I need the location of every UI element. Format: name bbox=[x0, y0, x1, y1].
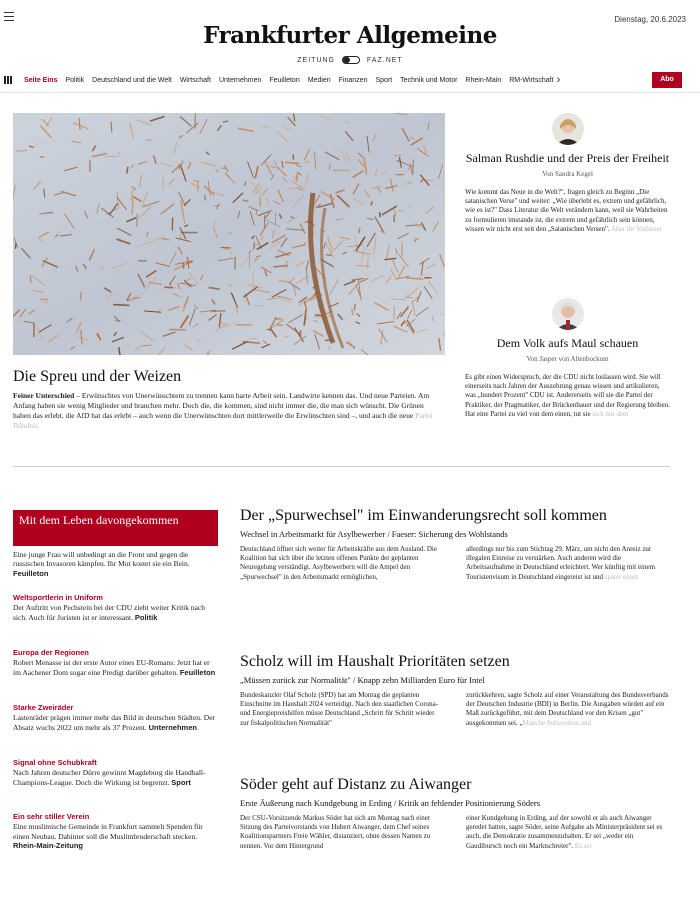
nav-item-finanzen[interactable]: Finanzen bbox=[338, 76, 368, 84]
featured-box-text: Eine junge Frau will unbedingt an die Front und gegen die russischen Invasoren kämpfen. Ihr Mut kostet sie ein Bein. bbox=[13, 550, 190, 569]
straw-fiber bbox=[344, 155, 345, 160]
nav-item-medien[interactable]: Medien bbox=[307, 76, 331, 84]
straw-fiber bbox=[81, 292, 82, 300]
side-article-author: Von Jasper von Altenbockum bbox=[526, 355, 609, 363]
section-divider bbox=[13, 466, 670, 467]
straw-fiber bbox=[132, 199, 133, 214]
author-avatar-kegel-graphic bbox=[552, 113, 584, 145]
side-article-text-main: Es gibt einen Widerspruch, der die CDU nicht loslassen wird. Sie will einerseits nach Jahren der Auszehrung genau wissen und artikulieren, was „hundert Prozent" CDU ist. Andererseits will sie die Partei der Praktiker, der Pragmatiker, der Brückenbauer und der Regierung bleiben. Hat eine Partei zu viel von dem einen, tut sie bbox=[465, 373, 670, 418]
list-item-ressort: Politik bbox=[134, 612, 158, 622]
hero-teaser-text: – Erwünschtes von Unerwünschtem zu trennen kann harte Arbeit sein. Landwirte kennen das. Und neue Parteien. Am Anfang haben sie wenig Mitglieder und brauchen mehr. Doch die, die kommen, sind nicht immer die, die man sich wünscht. Die Grünen haben das erlebt, die AfD hat das erlebt – auch wenn die Unerwünschten dort mittlerweile die Erwünschten sind –, und auch die neue bbox=[13, 391, 430, 420]
list-item-kicker: Europa der Regionen bbox=[13, 648, 89, 657]
side-article-text-main: Wie kommt das Neue in die Welt?", fragen gleich zu Beginn „Die satanischen Verse" und weiter: „Wie überlebt es, extrem und gefährlich, wie es ist?" Dass Literatur die Welt verändern kann, weil sie Wahrheiten zu formulieren imstande ist, die extrem und gefährlich sein können, wissen wir nicht erst seit den „Satanischen Versen". bbox=[465, 188, 668, 233]
straw-fiber bbox=[263, 126, 269, 127]
nav-item-deutschland-welt[interactable]: Deutschland und die Welt bbox=[92, 76, 172, 84]
logo-sub-zeitung[interactable]: ZEITUNG bbox=[297, 56, 336, 64]
author-avatar-altenbockum-graphic bbox=[552, 298, 584, 330]
main-article-col-2-text: zurückkehren, sagte Scholz auf einer Veranstaltung des Bundesverbands der Deutschen Industrie (BDI) in Berlin. Die Ausgaben würden auf ein Maß zurückgeführt, mit dem Deutschland vor den Krisen „gut" ausgekommen sei. „ bbox=[466, 691, 669, 727]
straw-fiber bbox=[100, 268, 106, 269]
ressort-grid-icon[interactable] bbox=[4, 76, 14, 84]
edition-toggle-icon[interactable] bbox=[342, 56, 360, 64]
main-article-col-2 bbox=[466, 691, 670, 728]
featured-box-ressort: Feuilleton bbox=[13, 568, 49, 578]
featured-box-title[interactable]: Mit dem Leben davongekommen bbox=[13, 510, 218, 546]
side-article-cdu[interactable] bbox=[465, 298, 670, 419]
side-article-title[interactable]: Dem Volk aufs Maul schauen bbox=[496, 336, 639, 350]
list-item-text: Robert Menasse ist der erste Autor eines EU-Romans: Jetzt hat er im Aachener Dom sogar eine Predigt darüber gehalten. bbox=[13, 658, 210, 677]
date: Dienstag, 20.6.2023 bbox=[614, 15, 686, 24]
main-article-col-2-text: einer Kundgebung in Erding, auf der sowohl er als auch Aiwanger geredet hatten, sagte Söder, seine Aufgabe als Ministerpräsident sei es auch, die Demokratie zusammenzuhalten. Er sei „weder ein Gaudibursch noch ein Marktschreier". bbox=[466, 814, 663, 850]
list-item-text: Der Auftritt von Pechstein bei der CDU zieht weiter Kritik nach sich. Auch für Juristen ist er interessant. bbox=[13, 603, 206, 622]
straw-fiber bbox=[15, 243, 16, 249]
list-item-text: Nach Jahren deutscher Dürre gewinnt Magdeburg die Handball-Champions-League. Doch die Wirkung ist begrenzt. bbox=[13, 768, 206, 787]
side-article-rushdie[interactable] bbox=[465, 113, 670, 234]
site-logo[interactable]: Frankfurter Allgemeine bbox=[203, 22, 497, 49]
main-article-col-2 bbox=[466, 545, 670, 582]
nav-scroll-right-icon[interactable]: › bbox=[556, 74, 561, 86]
list-item[interactable] bbox=[13, 812, 218, 851]
straw-fiber bbox=[111, 122, 112, 133]
hero-teaser bbox=[13, 391, 433, 431]
main-article-col-2-fade: später einen bbox=[604, 572, 639, 581]
straw-fiber bbox=[286, 260, 287, 268]
main-article-subtitle: Wechsel in Arbeitsmarkt für Asylbewerber / Faeser: Sicherung des Wohlstands bbox=[240, 529, 508, 539]
straw-fiber bbox=[285, 162, 299, 163]
nav-item-feuilleton[interactable]: Feuilleton bbox=[269, 76, 300, 84]
list-item-kicker: Signal ohne Schubkraft bbox=[13, 758, 97, 767]
straw-fiber bbox=[277, 325, 283, 326]
main-article-col-2-fade: Manche Subvention und bbox=[522, 718, 592, 727]
main-article-spurwechsel[interactable] bbox=[240, 506, 670, 582]
list-item-ressort: Rhein-Main-Zeitung bbox=[13, 841, 83, 851]
logo-sub-faznet[interactable]: FAZ.NET bbox=[366, 56, 403, 64]
hero-teaser-fade: Partei Bündnis bbox=[13, 411, 433, 430]
list-item-text: Eine muslimische Gemeinde in Frankfurt sammelt Spenden für einen Neubau. Dahinter soll die Muslimbruderschaft stecken. bbox=[13, 822, 203, 841]
main-article-subtitle: „Müssen zurück zur Normalität" / Knapp zehn Milliarden Euro für Intel bbox=[240, 675, 485, 685]
main-article-scholz[interactable] bbox=[240, 652, 670, 728]
list-item[interactable] bbox=[13, 758, 218, 787]
logo-subline bbox=[0, 56, 700, 64]
list-item-text: Lastenräder prägen immer mehr das Bild in deutschen Städten. Der Absatz wuchs 2022 um mehr als 37 Prozent. bbox=[13, 713, 216, 732]
list-item-kicker: Ein sehr stiller Verein bbox=[13, 812, 90, 821]
hero-headline[interactable]: Die Spreu und der Weizen bbox=[13, 368, 182, 385]
nav-divider bbox=[0, 92, 700, 93]
main-article-title[interactable]: Söder geht auf Distanz zu Aiwanger bbox=[240, 776, 472, 793]
main-article-columns bbox=[240, 545, 670, 582]
list-item-kicker: Starke Zweiräder bbox=[13, 703, 74, 712]
nav-item-technik-motor[interactable]: Technik und Motor bbox=[400, 76, 458, 84]
side-article-author: Von Sandra Kegel bbox=[542, 170, 593, 178]
hero-image[interactable] bbox=[13, 113, 445, 355]
main-article-col-2-text: allerdings nur bis zum Stichtag 29. März, um nicht den Anreiz zur illegalen Einreise zu verstärken. Auch anderen wird die Arbeitsaufnahme in Deutschland erleichtert. Wer künftig mit einem Touristenvisum in Deutschland eingereist ist und bbox=[466, 545, 656, 581]
main-article-col-1: Bundeskanzler Olaf Scholz (SPD) hat am Montag die geplanten Einschnitte im Haushalt 2024 verteidigt. Nach den staatlichen Corona- und Energiepreishilfen müsse Deutschland „Schritt für Schritt wieder zur fiskalpolitischen Normalität" bbox=[240, 691, 439, 727]
main-article-col-1: Der CSU-Vorsitzende Markus Söder hat sich am Montag nach einer Sitzung des Parteivorstands von Hubert Aiwanger, dem Chef seines Koalitionspartners Freie Wähler, distanziert, ohne dessen Namen zu nennen. Vor dem Hintergrund bbox=[240, 814, 431, 850]
straw-fiber bbox=[413, 159, 414, 175]
side-article-title[interactable]: Salman Rushdie und der Preis der Freiheit bbox=[465, 151, 670, 165]
author-avatar-altenbockum bbox=[552, 298, 584, 330]
list-item-ressort: Sport bbox=[171, 777, 191, 787]
straw-fiber bbox=[113, 305, 129, 306]
main-article-col-2-fade: Es sei bbox=[574, 841, 592, 850]
straw-fiber bbox=[221, 168, 226, 169]
nav-item-sport[interactable]: Sport bbox=[375, 76, 393, 84]
featured-box-teaser[interactable] bbox=[13, 550, 218, 578]
list-item[interactable] bbox=[13, 703, 218, 732]
nav-item-seite-eins[interactable]: Seite Eins bbox=[24, 76, 58, 84]
hero-kicker: Feiner Unterschied bbox=[13, 391, 75, 400]
list-item-kicker: Weltsportlerin in Uniform bbox=[13, 593, 103, 602]
hero-image-graphic bbox=[13, 113, 445, 355]
main-article-columns bbox=[240, 691, 670, 728]
author-avatar-kegel bbox=[552, 113, 584, 145]
abo-button[interactable]: Abo bbox=[652, 72, 682, 88]
straw-fiber bbox=[137, 214, 138, 227]
nav-item-unternehmen[interactable]: Unternehmen bbox=[218, 76, 262, 84]
top-bar bbox=[0, 0, 700, 68]
main-nav bbox=[0, 70, 700, 90]
main-article-subtitle: Erste Äußerung nach Kundgebung in Erding / Kritik an fehlender Positionierung Söders bbox=[240, 798, 541, 808]
list-item-ressort: Feuilleton bbox=[179, 667, 216, 677]
side-article-text-fade: sich mit dem bbox=[592, 409, 629, 418]
nav-item-rm-wirtschaft[interactable]: RM-Wirtschaft bbox=[509, 76, 554, 84]
straw-fiber bbox=[164, 287, 173, 288]
side-article-text bbox=[465, 373, 670, 419]
hamburger-menu-icon[interactable] bbox=[4, 12, 14, 21]
nav-item-wirtschaft[interactable]: Wirtschaft bbox=[179, 76, 211, 84]
list-item[interactable] bbox=[13, 648, 218, 677]
list-item-ressort: Unternehmen bbox=[148, 722, 197, 732]
main-article-columns bbox=[240, 814, 670, 851]
nav-item-rhein-main[interactable]: Rhein-Main bbox=[465, 76, 502, 84]
main-article-col-2 bbox=[466, 814, 670, 851]
main-article-col-1: Deutschland öffnet sich weiter für Arbeitskräfte aus dem Ausland. Die Koalition hat sich über die letzten offenen Punkte der geplanten Neuregelung verständigt. Asylbewerbern will die Ampel den „Spurwechsel" in den Arbeitsmarkt ermöglichen, bbox=[240, 545, 437, 581]
side-article-text-fade: Aber ihr Verfasser bbox=[611, 224, 663, 233]
straw-fiber bbox=[228, 233, 232, 234]
straw-fiber bbox=[205, 195, 206, 200]
main-article-title[interactable]: Der „Spurwechsel" im Einwanderungsrecht soll kommen bbox=[240, 507, 607, 524]
main-article-soeder[interactable] bbox=[240, 775, 670, 851]
main-article-title[interactable]: Scholz will im Haushalt Prioritäten setzen bbox=[240, 653, 510, 670]
straw-fiber bbox=[305, 162, 309, 163]
list-item[interactable] bbox=[13, 593, 218, 622]
straw-fiber bbox=[394, 306, 395, 319]
side-article-text bbox=[465, 188, 670, 234]
nav-item-politik[interactable]: Politik bbox=[65, 76, 85, 84]
